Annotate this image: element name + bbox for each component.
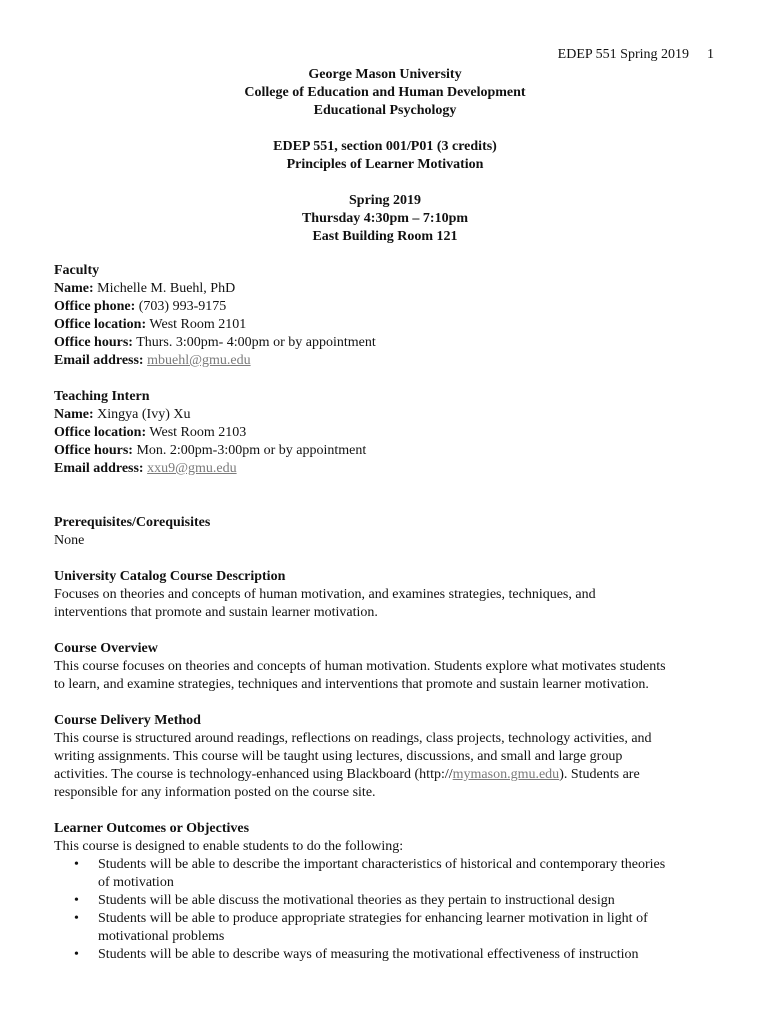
faculty-location-line [54, 316, 722, 334]
list-item [74, 946, 722, 964]
intern-name-label: Name: [54, 407, 94, 422]
delivery-text-segment: activities. The course is technology-enhanced using Blackboard (http:// [54, 767, 453, 782]
faculty-hours-line [54, 334, 722, 352]
bullet-icon: • [74, 911, 79, 926]
intern-email-link[interactable]: xxu9@gmu.edu [147, 461, 237, 476]
objective-line: Students will be able discuss the motivational theories as they pertain to instructional design [98, 893, 615, 908]
faculty-email-line [54, 352, 722, 370]
bullet-icon: • [74, 857, 79, 872]
intern-section [54, 388, 722, 478]
overview-text-line: This course focuses on theories and concepts of human motivation. Students explore what motivates students [54, 659, 666, 674]
catalog-section [54, 568, 722, 622]
overview-section [54, 640, 722, 694]
header-course-term: EDEP 551 Spring 2019 [557, 47, 689, 62]
intern-email-label: Email address: [54, 461, 144, 476]
department-name: Educational Psychology [313, 103, 457, 118]
objective-line: Students will be able to describe the important characteristics of historical and contemporary theories [98, 857, 666, 872]
intern-email-line [54, 460, 722, 478]
faculty-location-label: Office location: [54, 317, 147, 332]
intern-location-line [54, 424, 722, 442]
header-page-number: 1 [707, 47, 714, 62]
course-code: EDEP 551, section 001/P01 (3 credits) [273, 139, 497, 154]
faculty-phone: (703) 993-9175 [138, 299, 227, 314]
faculty-name: Michelle M. Buehl, PhD [97, 281, 236, 296]
course-term: Spring 2019 [349, 193, 421, 208]
list-item [74, 856, 722, 892]
spacer [0, 174, 770, 192]
list-item [74, 892, 722, 910]
intern-name-line [54, 406, 722, 424]
catalog-text-line: Focuses on theories and concepts of human motivation, and examines strategies, techniques, and [54, 587, 596, 602]
university-name: George Mason University [308, 67, 462, 82]
intern-hours-line [54, 442, 722, 460]
spacer [0, 120, 770, 138]
prerequisites-section [54, 514, 722, 550]
faculty-location: West Room 2101 [149, 317, 247, 332]
bullet-icon: • [74, 893, 79, 908]
catalog-heading: University Catalog Course Description [54, 569, 286, 584]
college-name: College of Education and Human Development [244, 85, 526, 100]
delivery-text-line: writing assignments. This course will be taught using lectures, discussions, and small and large group [54, 749, 623, 764]
delivery-section [54, 712, 722, 802]
course-title: Principles of Learner Motivation [286, 157, 484, 172]
faculty-phone-label: Office phone: [54, 299, 136, 314]
blackboard-link[interactable]: mymason.gmu.edu [452, 767, 560, 782]
delivery-heading: Course Delivery Method [54, 713, 201, 728]
intern-heading: Teaching Intern [54, 389, 150, 404]
faculty-name-label: Name: [54, 281, 94, 296]
faculty-heading: Faculty [54, 263, 100, 278]
objective-line: motivational problems [98, 929, 225, 944]
bullet-icon: • [74, 947, 79, 962]
outcomes-section [54, 820, 722, 964]
intern-location-label: Office location: [54, 425, 147, 440]
delivery-text-line: responsible for any information posted on the course site. [54, 785, 376, 800]
list-item [74, 910, 722, 946]
title-block [0, 66, 770, 246]
objectives-list [54, 856, 722, 964]
delivery-text-line [54, 766, 722, 784]
faculty-section [54, 262, 722, 370]
prerequisites-heading: Prerequisites/Corequisites [54, 515, 211, 530]
overview-heading: Course Overview [54, 641, 158, 656]
intern-name: Xingya (Ivy) Xu [97, 407, 191, 422]
objective-line: Students will be able to describe ways of measuring the motivational effectiveness of instruction [98, 947, 639, 962]
intern-hours: Mon. 2:00pm-3:00pm or by appointment [136, 443, 367, 458]
course-room: East Building Room 121 [312, 229, 458, 244]
running-header [558, 46, 714, 64]
faculty-hours: Thurs. 3:00pm- 4:00pm or by appointment [136, 335, 376, 350]
objective-line: of motivation [98, 875, 174, 890]
faculty-phone-line [54, 298, 722, 316]
objective-line: Students will be able to produce appropriate strategies for enhancing learner motivation in light of [98, 911, 648, 926]
catalog-text-line: interventions that promote and sustain learner motivation. [54, 605, 378, 620]
faculty-hours-label: Office hours: [54, 335, 133, 350]
delivery-text-line: This course is structured around readings, reflections on readings, class projects, technology activities, and [54, 731, 652, 746]
faculty-name-line [54, 280, 722, 298]
faculty-email-label: Email address: [54, 353, 144, 368]
prerequisites-text: None [54, 533, 85, 548]
outcomes-heading: Learner Outcomes or Objectives [54, 821, 250, 836]
faculty-email-link[interactable]: mbuehl@gmu.edu [147, 353, 251, 368]
intern-location: West Room 2103 [149, 425, 247, 440]
course-schedule: Thursday 4:30pm – 7:10pm [301, 211, 469, 226]
intern-hours-label: Office hours: [54, 443, 133, 458]
overview-text-line: to learn, and examine strategies, techniques and interventions that promote and sustain learner motivation. [54, 677, 649, 692]
outcomes-intro: This course is designed to enable students to do the following: [54, 839, 404, 854]
syllabus-content [54, 262, 722, 982]
delivery-text-segment: ). Students are [559, 767, 640, 782]
